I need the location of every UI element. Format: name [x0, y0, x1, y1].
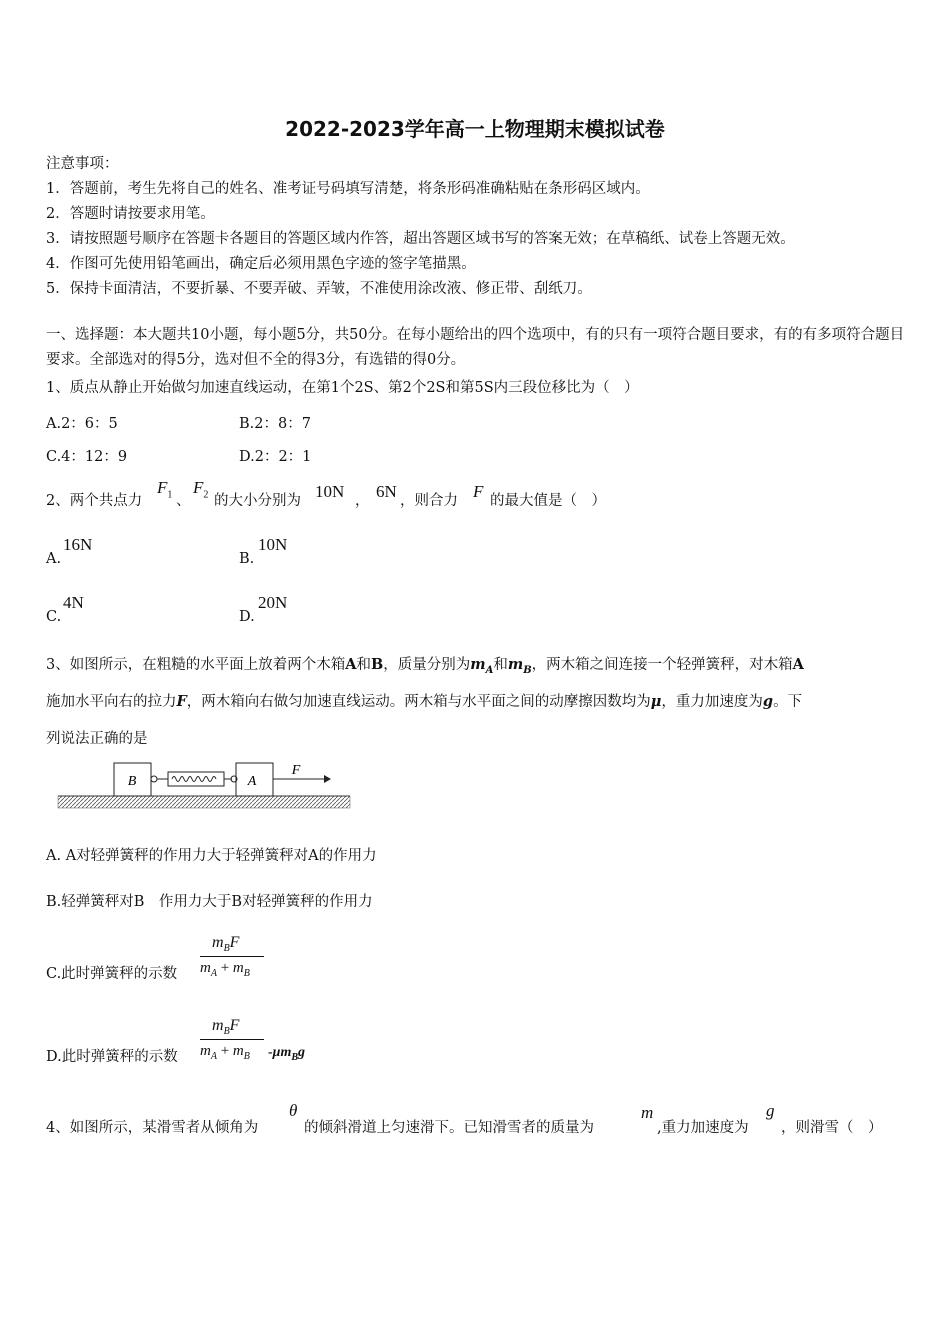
q3-figure	[56, 758, 356, 814]
q2-f: F	[473, 482, 484, 501]
force-label: F	[291, 763, 301, 778]
note-item-5: 5．保持卡面清洁，不要折暴、不要弄破、弄皱，不准使用涂改液、修正带、刮纸刀。	[46, 281, 592, 297]
q2-suffix: 的最大值是（ ）	[490, 493, 606, 509]
q2-option-a-letter: A.	[46, 551, 62, 567]
q3-line-1: 3、如图所示，在粗糙的水平面上放着两个木箱A和B，质量分别为$m_A$和$m_B$，两木箱之间连接一个轻弹簧秤，对木箱A	[46, 656, 804, 676]
q4-part-d: ，则滑雪（ ）	[781, 1120, 883, 1136]
q1-option-a: A.2：6：5	[46, 416, 118, 432]
q2-value-2: 6N	[376, 482, 397, 501]
q3-option-d-tail: $-\mu m_Bg$	[268, 1045, 306, 1063]
box-a-label: A	[247, 774, 257, 789]
q2-f2: $F_2$	[193, 478, 209, 501]
q3-option-b: B.轻弹簧秤对B 作用力大于B对轻弹簧秤的作用力	[46, 894, 373, 910]
q3-option-a: A. A对轻弹簧秤的作用力大于轻弹簧秤对A的作用力	[46, 848, 377, 864]
q3-line-2: 施加水平向右的拉力F，两木箱向右做匀加速直线运动。两木箱与水平面之间的动摩擦因数均为μ，重力加速度为g。下	[46, 693, 803, 710]
q2-prefix: 2、两个共点力	[46, 493, 143, 509]
q2-value-1: 10N	[315, 482, 345, 501]
q2-mid: 的大小分别为	[214, 493, 301, 509]
q2-comma: ，	[355, 493, 370, 509]
spring-scale	[151, 772, 237, 786]
notes-heading: 注意事项：	[46, 156, 119, 172]
q4-g: g	[766, 1101, 775, 1120]
q2-f1: $F_1$	[157, 478, 173, 501]
q2-then: ，则合力	[400, 493, 458, 509]
q2-option-d-value: 20N	[258, 593, 288, 612]
note-item-3: 3．请按照题号顺序在答题卡各题目的答题区域内作答，超出答题区域书写的答案无效；在草稿纸、试卷上答题无效。	[46, 231, 795, 247]
q2-sep: 、	[176, 493, 191, 509]
box-b-label: B	[127, 774, 137, 789]
note-item-1: 1．答题前，考生先将自己的姓名、准考证号码填写清楚，将条形码准确粘贴在条形码区域内。	[46, 181, 650, 197]
note-item-2: 2．答题时请按要求用笔。	[46, 206, 215, 222]
q1-stem: 1、质点从静止开始做匀加速直线运动，在第1个2S、第2个2S和第5S内三段位移比为（ ）	[46, 380, 639, 396]
q3-option-c: C.此时弹簧秤的示数	[46, 966, 178, 982]
ground-surface	[58, 796, 350, 808]
q3-option-d: D.此时弹簧秤的示数	[46, 1049, 178, 1065]
force-arrow	[273, 775, 331, 783]
q2-option-b-letter: B.	[239, 551, 255, 567]
q2-option-c-letter: C.	[46, 609, 62, 625]
notes-block	[46, 152, 795, 302]
q4-part-b: 的倾斜滑道上匀速滑下。已知滑雪者的质量为	[304, 1120, 594, 1136]
section-intro: 一、选择题：本大题共10小题，每小题5分，共50分。在每小题给出的四个选项中，有的只有一项符合题目要求，有的有多项符合题目要求。全部选对的得5分，选对但不全的得3分，有选错的得0分。	[46, 327, 905, 368]
q1-option-b: B.2：8：7	[239, 416, 311, 432]
q2-option-b-value: 10N	[258, 535, 288, 554]
q1-option-d: D.2：2：1	[239, 449, 312, 465]
q3-option-d-fraction: $m_BF$ $m_A + m_B$	[198, 1017, 266, 1069]
page-title: 2022-2023学年高一上物理期末模拟试卷	[285, 117, 665, 141]
q2-option-a-value: 16N	[63, 535, 93, 554]
q4-theta: θ	[289, 1101, 298, 1120]
q4-part-a: 4、如图所示，某滑雪者从倾角为	[46, 1120, 259, 1136]
q3-line-3: 列说法正确的是	[46, 731, 148, 747]
q2-option-d-letter: D.	[239, 609, 255, 625]
q4-part-c: ,重力加速度为	[657, 1120, 749, 1136]
q2-option-c-value: 4N	[63, 593, 84, 612]
q4-m: m	[641, 1103, 654, 1122]
note-item-4: 4．作图可先使用铅笔画出，确定后必须用黑色字迹的签字笔描黑。	[46, 256, 476, 272]
q1-option-c: C.4：12：9	[46, 449, 128, 465]
q3-option-c-fraction: $m_BF$ $m_A + m_B$	[198, 934, 266, 986]
